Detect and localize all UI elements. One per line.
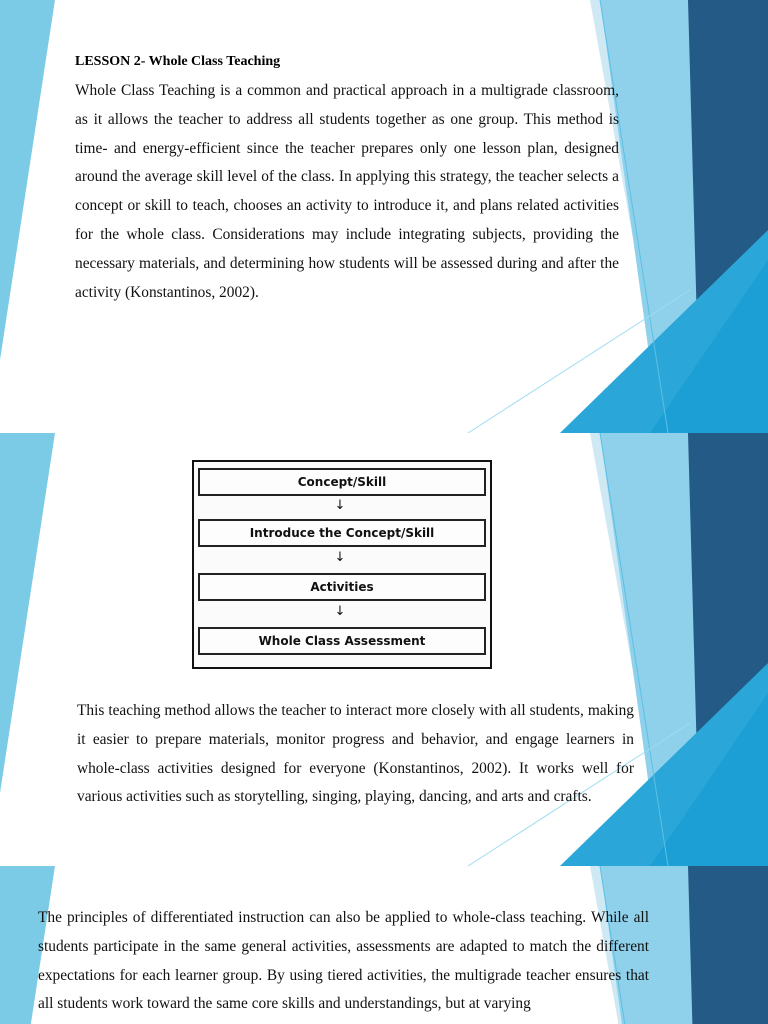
- slide-2-paragraph: This teaching method allows the teacher to interact more closely with all students, making it easier to prepare materials, monitor progress and behavior, and engage learners in whole-class activities designed for everyone (Konstantinos, 2002). It works well for various activities such as storytelling, singing, playing, dancing, and arts and crafts.: [77, 702, 634, 806]
- slide-2: [0, 433, 768, 866]
- flowchart: [192, 460, 492, 669]
- flow-step-activities: Activities: [198, 573, 486, 601]
- arrow-down-icon: ↓: [334, 550, 346, 565]
- slide-1: [0, 0, 768, 433]
- flow-step-introduce: Introduce the Concept/Skill: [198, 519, 486, 547]
- slide-1-paragraph: Whole Class Teaching is a common and practical approach in a multigrade classroom, as it allows the teacher to address all students together as one group. This method is time- and energy-efficient since the teacher prepares only one lesson plan, designed around the average skill level of the class. In applying this strategy, the teacher selects a concept or skill to teach, chooses an activity to introduce it, and plans related activities for the whole class. Considerations may include integrating subjects, providing the necessary materials, and determining how students will be assessed during and after the activity (Konstantinos, 2002).: [75, 82, 619, 301]
- slide-3-paragraph: The principles of differentiated instruction can also be applied to whole-class teaching. While all students participate in the same general activities, assessments are adapted to match the different expectations for each learner group. By using tiered activities, the multigrade teacher ensures that all students work toward the same core skills and understandings, but at varying: [38, 909, 649, 1013]
- lesson-title: LESSON 2- Whole Class Teaching: [75, 54, 281, 69]
- arrow-down-icon: ↓: [334, 498, 346, 513]
- slide-3: [0, 866, 768, 1024]
- flow-step-assessment: Whole Class Assessment: [198, 627, 486, 655]
- flow-step-concept-skill: Concept/Skill: [198, 468, 486, 496]
- arrow-down-icon: ↓: [334, 604, 346, 619]
